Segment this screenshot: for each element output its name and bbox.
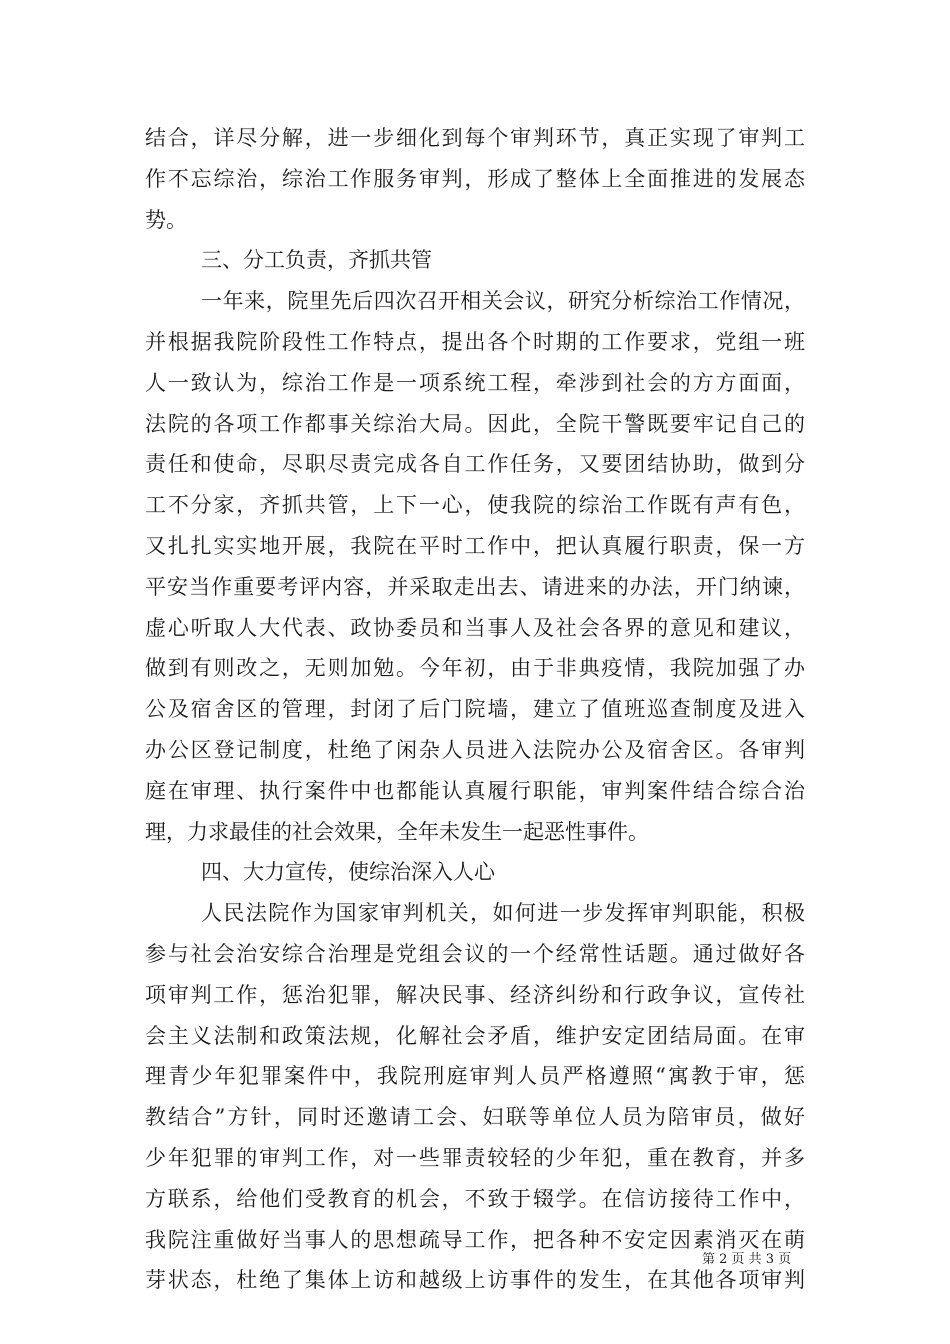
text-line: 平安当作重要考评内容，并采取走出去、请进来的办法，开门纳谏， bbox=[145, 574, 805, 599]
text-line: 公及宿舍区的管理，封闭了后门院墙，建立了值班巡查制度及进入 bbox=[145, 697, 805, 722]
text-line: 芽状态，杜绝了集体上访和越级上访事件的发生，在其他各项审判 bbox=[145, 1268, 805, 1293]
text-line: 理青少年犯罪案件中，我院刑庭审判人员严格遵照“寓教于审，惩 bbox=[145, 1064, 805, 1089]
page-number: 第 2 页 共 3 页 bbox=[702, 1252, 792, 1267]
text-line: 做到有则改之，无则加勉。今年初，由于非典疫情，我院加强了办 bbox=[145, 656, 805, 681]
text-line: 我院注重做好当事人的思想疏导工作，把各种不安定因素消灭在萌 bbox=[145, 1227, 805, 1252]
text-line: 虚心听取人大代表、政协委员和当事人及社会各界的意见和建议， bbox=[145, 615, 805, 640]
section-heading-4: 四、大力宣传，使综治深入人心 bbox=[201, 860, 495, 885]
text-line: 人民法院作为国家审判机关，如何进一步发挥审判职能，积极 bbox=[201, 901, 805, 926]
text-line: 人一致认为，综治工作是一项系统工程，牵涉到社会的方方面面， bbox=[145, 370, 805, 395]
text-line: 方联系，给他们受教育的机会，不致于辍学。在信访接待工作中， bbox=[145, 1186, 805, 1211]
text-line: 作不忘综治，综治工作服务审判，形成了整体上全面推进的发展态 bbox=[145, 166, 805, 191]
text-line: 教结合”方针，同时还邀请工会、妇联等单位人员为陪审员，做好 bbox=[145, 1105, 805, 1130]
text-line: 结合，详尽分解，进一步细化到每个审判环节，真正实现了审判工 bbox=[145, 126, 805, 150]
text-line: 工不分家，齐抓共管，上下一心，使我院的综治工作既有声有色， bbox=[145, 493, 805, 518]
text-line: 法院的各项工作都事关综治大局。因此，全院干警既要牢记自己的 bbox=[145, 411, 805, 436]
text-line: 势。 bbox=[145, 207, 187, 232]
text-line: 会主义法制和政策法规，化解社会矛盾，维护安定团结局面。在审 bbox=[145, 1023, 805, 1048]
text-line: 项审判工作，惩治犯罪，解决民事、经济纠纷和行政争议，宣传社 bbox=[145, 982, 805, 1007]
text-line: 少年犯罪的审判工作，对一些罪责较轻的少年犯，重在教育，并多 bbox=[145, 1145, 805, 1170]
text-line: 又扎扎实实地开展，我院在平时工作中，把认真履行职责，保一方 bbox=[145, 533, 805, 558]
text-line: 理，力求最佳的社会效果，全年未发生一起恶性事件。 bbox=[145, 819, 649, 844]
text-line: 一年来，院里先后四次召开相关会议，研究分析综治工作情况， bbox=[201, 289, 805, 314]
text-line: 庭在审理、执行案件中也都能认真履行职能，审判案件结合综合治 bbox=[145, 778, 805, 803]
body-text bbox=[145, 118, 805, 1301]
section-heading-3: 三、分工负责，齐抓共管 bbox=[201, 248, 432, 273]
text-line: 办公区登记制度，杜绝了闲杂人员进入法院办公及宿舍区。各审判 bbox=[145, 737, 805, 762]
text-line: 并根据我院阶段性工作特点，提出各个时期的工作要求，党组一班 bbox=[145, 329, 805, 354]
text-line: 参与社会治安综合治理是党组会议的一个经常性话题。通过做好各 bbox=[145, 941, 805, 966]
text-line: 责任和使命，尽职尽责完成各自工作任务，又要团结协助，做到分 bbox=[145, 452, 805, 477]
